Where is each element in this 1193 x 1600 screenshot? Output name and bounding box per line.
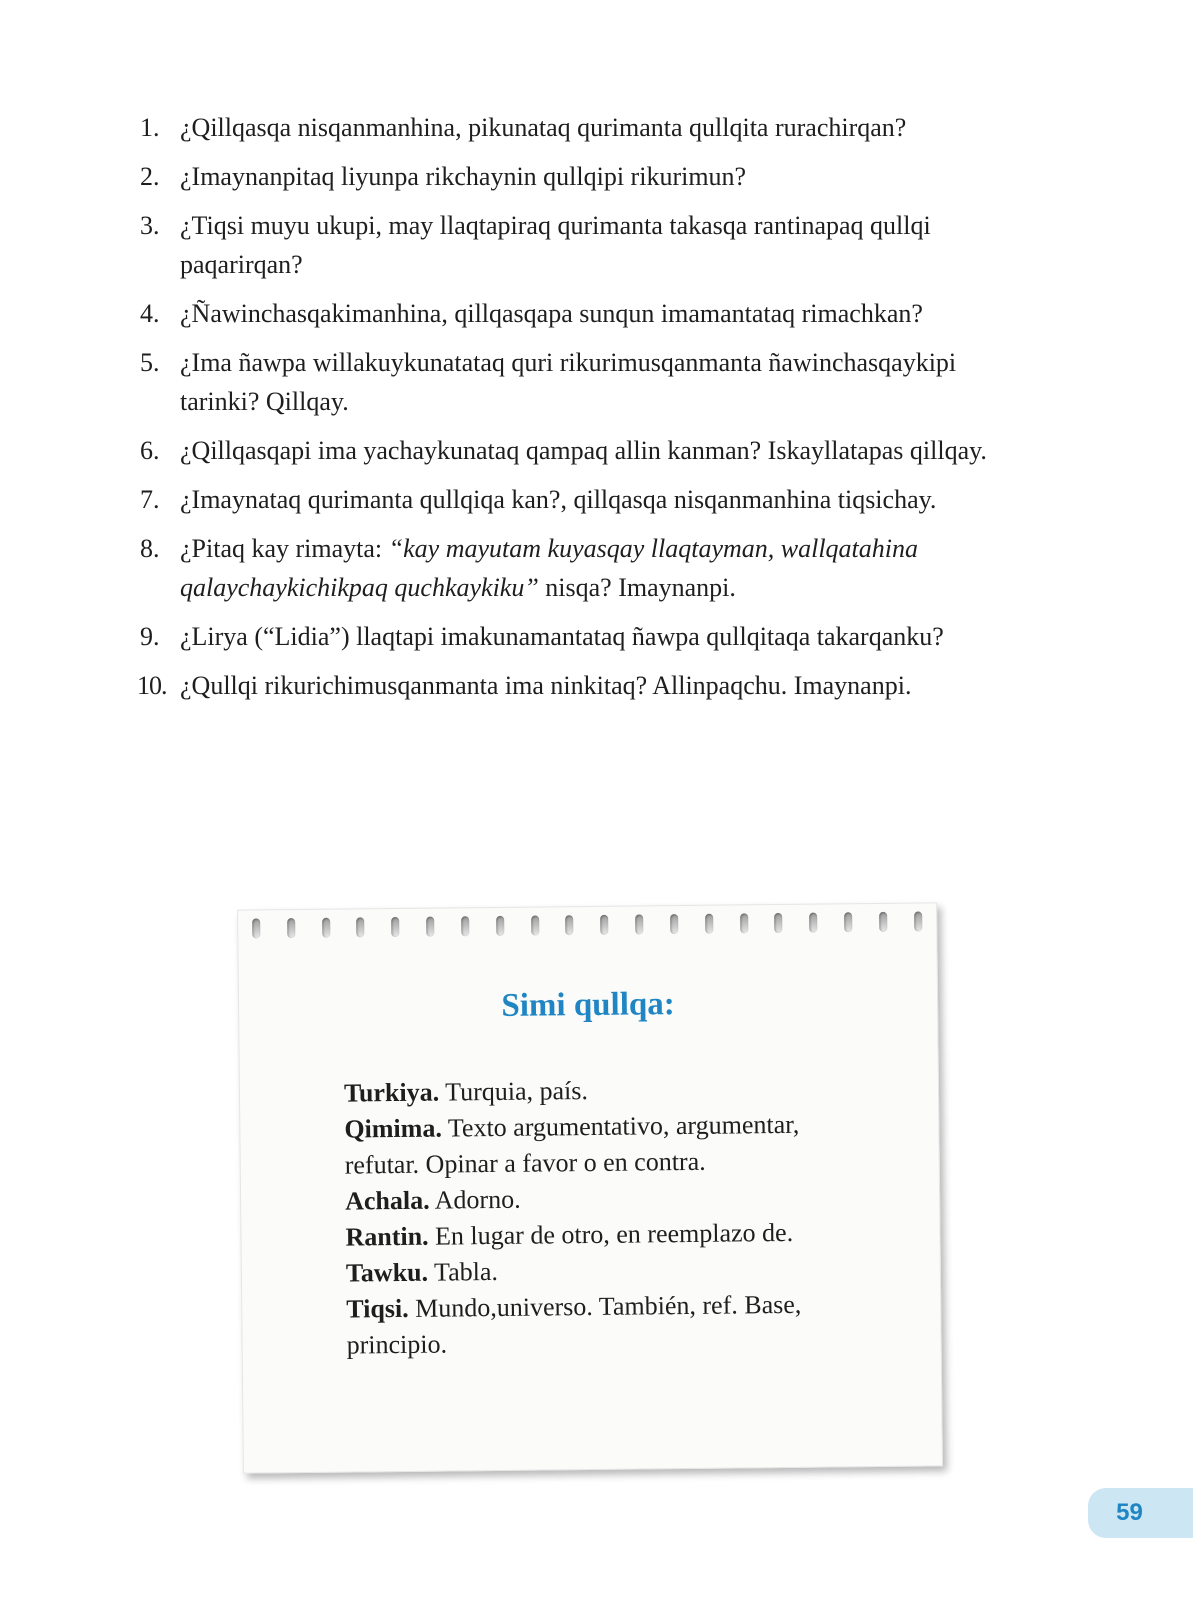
question-item — [140, 480, 1040, 519]
punch-hole-icon — [531, 916, 539, 936]
glossary-note — [237, 902, 943, 1473]
glossary-entry — [345, 1214, 865, 1255]
punch-hole-icon — [426, 917, 434, 937]
glossary-entry — [345, 1178, 865, 1219]
question-text: ¿Qullqi rikurichimusqanmanta ima ninkitaq? Allinpaqchu. Imaynanpi. — [180, 671, 912, 700]
punch-hole-icon — [322, 918, 330, 938]
question-item — [140, 431, 1040, 470]
glossary-term: Tawku. — [345, 1257, 429, 1288]
question-item — [137, 666, 1040, 705]
glossary-term: Achala. — [344, 1185, 430, 1216]
glossary-title: Simi qullqa: — [501, 986, 675, 1024]
question-text: ¿Imaynataq qurimanta qullqiqa kan?, qillqasqa nisqanmanhina tiqsichay. — [180, 485, 937, 514]
question-item — [140, 108, 1040, 147]
question-item — [140, 206, 1040, 284]
punch-hole-icon — [635, 914, 643, 934]
glossary-entry — [344, 1106, 865, 1183]
page-number: 59 — [1116, 1499, 1143, 1526]
glossary-entry — [346, 1250, 866, 1291]
question-number: 6. — [140, 436, 160, 465]
question-number: 4. — [140, 299, 160, 328]
question-number: 3. — [140, 211, 160, 240]
glossary-term: Qimima. — [344, 1113, 443, 1144]
question-number: 1. — [140, 113, 160, 142]
punch-hole-icon — [670, 914, 678, 934]
question-item — [140, 294, 1040, 333]
question-text: ¿Tiqsi muyu ukupi, may llaqtapiraq qurimanta takasqa rantinapaq qullqi paqarirqan? — [180, 211, 931, 279]
glossary-term: Rantin. — [345, 1221, 429, 1252]
question-item — [140, 529, 1040, 607]
glossary-definition: Mundo,universo. También, ref. Base, principio. — [346, 1289, 802, 1360]
punch-hole-icon — [252, 918, 260, 938]
glossary-entry — [346, 1286, 867, 1363]
question-item — [140, 343, 1040, 421]
glossary-term: Turkiya. — [343, 1077, 440, 1108]
punch-hole-icon — [740, 913, 748, 933]
punch-hole-icon — [844, 912, 852, 932]
glossary-list — [344, 1070, 867, 1363]
question-text: ¿Ñawinchasqakimanhina, qillqasqapa sunqun imamantataq rimachkan? — [180, 299, 923, 328]
question-text-start: ¿Pitaq kay rimayta: — [180, 534, 389, 563]
glossary-definition: Adorno. — [429, 1184, 521, 1215]
question-text: ¿Qillqasqa nisqanmanhina, pikunataq qurimanta qullqita rurachirqan? — [180, 113, 907, 142]
question-number: 8. — [140, 534, 160, 563]
glossary-term: Tiqsi. — [346, 1293, 409, 1324]
glossary-definition: Texto argumentativo, argumentar, refutar. Opinar a favor o en contra. — [344, 1109, 800, 1180]
question-number: 2. — [140, 162, 160, 191]
question-number: 5. — [140, 348, 160, 377]
question-item — [140, 157, 1040, 196]
punch-hole-icon — [705, 914, 713, 934]
punch-hole-icon — [879, 912, 887, 932]
spiral-holes — [252, 912, 922, 943]
punch-hole-icon — [566, 915, 574, 935]
glossary-definition: Tabla. — [427, 1256, 499, 1287]
punch-hole-icon — [600, 915, 608, 935]
question-text: ¿Ima ñawpa willakuykunatataq quri rikurimusqanmanta ñawinchasqaykipi tarinki? Qillqay. — [180, 348, 957, 416]
page-number-badge — [1088, 1488, 1193, 1538]
question-text: ¿Lirya (“Lidia”) llaqtapi imakunamantataq ñawpa qullqitaqa takarqanku? — [180, 622, 944, 651]
questions-list — [137, 108, 1040, 715]
punch-hole-icon — [496, 916, 504, 936]
punch-hole-icon — [391, 917, 399, 937]
note-paper — [237, 902, 943, 1473]
punch-hole-icon — [357, 917, 365, 937]
question-quote: “kay mayutam kuyasqay llaqtayman, wallqatahina qalaychaykichikpaq quchkaykiku” — [180, 534, 918, 602]
question-text-end: nisqa? Imaynanpi. — [538, 573, 736, 602]
question-text: ¿Qillqasqapi ima yachaykunataq qampaq allin kanman? Iskayllatapas qillqay. — [180, 436, 987, 465]
question-item — [140, 617, 1040, 656]
punch-hole-icon — [775, 913, 783, 933]
punch-hole-icon — [287, 918, 295, 938]
punch-hole-icon — [914, 912, 922, 932]
question-number: 7. — [140, 485, 160, 514]
glossary-definition: Turquia, país. — [438, 1076, 589, 1107]
glossary-entry — [344, 1070, 864, 1111]
glossary-definition: En lugar de otro, en reemplazo de. — [428, 1217, 794, 1251]
question-number: 9. — [140, 622, 160, 651]
question-text: ¿Imaynanpitaq liyunpa rikchaynin qullqipi rikurimun? — [180, 162, 747, 191]
question-number: 10. — [137, 671, 167, 700]
punch-hole-icon — [461, 916, 469, 936]
punch-hole-icon — [809, 913, 817, 933]
